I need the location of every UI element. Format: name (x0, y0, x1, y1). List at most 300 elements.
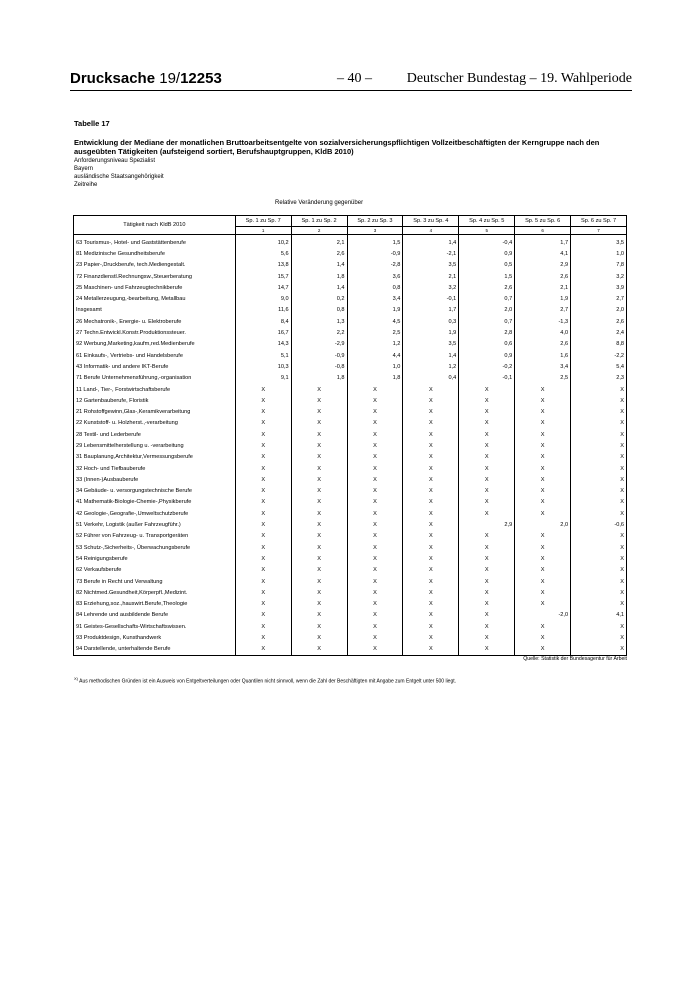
value-cell: X (459, 644, 515, 656)
value-cell: X (571, 508, 627, 519)
value-cell: X (347, 542, 403, 553)
value-cell: 8,4 (235, 316, 291, 327)
table-row (74, 474, 627, 485)
value-cell: X (291, 406, 347, 417)
value-cell: X (291, 440, 347, 451)
occupation-label: 72 Finanzdienstl.Rechnungsw.,Steuerberatung (74, 271, 236, 282)
value-cell: X (291, 599, 347, 610)
table-row (74, 395, 627, 406)
value-cell: X (403, 508, 459, 519)
value-cell: X (235, 497, 291, 508)
table-row (74, 553, 627, 564)
value-cell: 1,5 (347, 235, 403, 249)
value-cell: 0,5 (459, 260, 515, 271)
table-title: Tabelle 17 (74, 119, 110, 128)
value-cell: X (459, 395, 515, 406)
value-cell: -2,2 (571, 350, 627, 361)
value-cell: X (347, 463, 403, 474)
value-cell: X (515, 644, 571, 656)
table-row (74, 293, 627, 304)
value-cell: X (403, 486, 459, 497)
occupation-label: 11 Land-, Tier-, Forstwirtschaftsberufe (74, 384, 236, 395)
value-cell: 0,6 (459, 339, 515, 350)
value-cell: 3,4 (347, 293, 403, 304)
column-index: 6 (515, 227, 571, 235)
value-cell: X (347, 519, 403, 530)
value-cell: X (403, 531, 459, 542)
value-cell: 9,1 (235, 373, 291, 384)
occupation-label: 26 Mechatronik-, Energie- u. Elektroberufe (74, 316, 236, 327)
column-header: Sp. 6 zu Sp. 7 (571, 216, 627, 227)
value-cell: X (515, 406, 571, 417)
relative-change-header: Relative Veränderung gegenüber (275, 200, 364, 206)
value-cell: X (459, 418, 515, 429)
value-cell: X (515, 474, 571, 485)
value-cell: 3,9 (571, 282, 627, 293)
value-cell: X (403, 463, 459, 474)
table-row (74, 531, 627, 542)
value-cell: X (291, 452, 347, 463)
value-cell: X (235, 553, 291, 564)
value-cell: X (459, 429, 515, 440)
occupation-label: 84 Lehrende und ausbildende Berufe (74, 610, 236, 621)
occupation-label: 54 Reinigungsberufe (74, 553, 236, 564)
value-cell: X (347, 406, 403, 417)
value-cell: X (291, 519, 347, 530)
table-row (74, 316, 627, 327)
value-cell: X (291, 542, 347, 553)
value-cell: X (403, 406, 459, 417)
column-header: Sp. 1 zu Sp. 2 (291, 216, 347, 227)
value-cell: 11,6 (235, 305, 291, 316)
value-cell: 1,0 (571, 248, 627, 259)
value-cell: -0,4 (459, 235, 515, 249)
column-index: 1 (235, 227, 291, 235)
value-cell: X (571, 429, 627, 440)
value-cell: X (235, 395, 291, 406)
value-cell: X (515, 565, 571, 576)
table-body (74, 235, 627, 656)
value-cell: 2,9 (515, 260, 571, 271)
value-cell: 2,1 (403, 271, 459, 282)
value-cell: 1,4 (403, 350, 459, 361)
value-cell: X (403, 474, 459, 485)
value-cell: X (235, 452, 291, 463)
value-cell: X (235, 599, 291, 610)
table-row (74, 406, 627, 417)
table-row (74, 508, 627, 519)
table-row (74, 486, 627, 497)
value-cell: X (235, 610, 291, 621)
value-cell: 2,5 (515, 373, 571, 384)
value-cell: X (459, 587, 515, 598)
meta-line: Anforderungsniveau Spezialist (74, 158, 156, 164)
value-cell: 2,8 (459, 327, 515, 338)
value-cell: 2,5 (347, 327, 403, 338)
value-cell: X (515, 429, 571, 440)
value-cell: X (571, 621, 627, 632)
footnote (74, 676, 456, 685)
occupation-label: 93 Produktdesign, Kunsthandwerk (74, 632, 236, 643)
value-cell: 5,4 (571, 361, 627, 372)
value-cell: 3,4 (515, 361, 571, 372)
value-cell: X (291, 474, 347, 485)
value-cell: X (571, 576, 627, 587)
table-row (74, 373, 627, 384)
value-cell: 3,2 (403, 282, 459, 293)
value-cell: X (235, 587, 291, 598)
value-cell: X (515, 463, 571, 474)
value-cell: X (571, 463, 627, 474)
occupation-label: 21 Rohstoffgewinn,Glas-,Keramikverarbeitung (74, 406, 236, 417)
value-cell: X (235, 418, 291, 429)
value-cell: X (459, 497, 515, 508)
value-cell: X (235, 632, 291, 643)
table-row (74, 339, 627, 350)
occupation-label: 82 Nichtmed.Gesundheit,Körperpfl.,Medizint. (74, 587, 236, 598)
value-cell: X (235, 519, 291, 530)
occupation-label: 91 Geistes-Gesellschafts-Wirtschaftswissen. (74, 621, 236, 632)
value-cell: X (571, 418, 627, 429)
value-cell: 0,3 (403, 316, 459, 327)
value-cell: X (291, 463, 347, 474)
value-cell: X (235, 486, 291, 497)
column-header: Sp. 3 zu Sp. 4 (403, 216, 459, 227)
value-cell: X (235, 463, 291, 474)
value-cell: X (515, 576, 571, 587)
value-cell: 1,2 (403, 361, 459, 372)
value-cell: X (235, 474, 291, 485)
value-cell: 2,3 (571, 373, 627, 384)
value-cell: 4,0 (515, 327, 571, 338)
value-cell: 5,1 (235, 350, 291, 361)
document-number: Drucksache 19/12253 (70, 70, 222, 87)
table-row (74, 418, 627, 429)
table-row (74, 632, 627, 643)
value-cell: X (347, 576, 403, 587)
value-cell: X (459, 508, 515, 519)
value-cell: 16,7 (235, 327, 291, 338)
value-cell: 1,8 (291, 373, 347, 384)
table-row (74, 497, 627, 508)
table-row (74, 327, 627, 338)
value-cell: X (403, 497, 459, 508)
value-cell: X (291, 418, 347, 429)
value-cell: X (235, 576, 291, 587)
value-cell: 4,5 (347, 316, 403, 327)
value-cell: 1,8 (291, 271, 347, 282)
value-cell: 4,1 (571, 610, 627, 621)
occupation-label: 81 Medizinische Gesundheitsberufe (74, 248, 236, 259)
meta-line: ausländische Staatsangehörigkeit (74, 174, 164, 180)
table-row (74, 576, 627, 587)
value-cell: X (515, 418, 571, 429)
table-row (74, 361, 627, 372)
value-cell: X (403, 644, 459, 656)
meta-line: Zeitreihe (74, 182, 98, 188)
table-row (74, 565, 627, 576)
meta-line: Bayern (74, 166, 94, 172)
occupation-label: 83 Erziehung,soz.,hauswirt.Berufe,Theologie (74, 599, 236, 610)
value-cell: X (515, 452, 571, 463)
value-cell: X (403, 599, 459, 610)
table-row (74, 599, 627, 610)
value-cell: X (291, 610, 347, 621)
value-cell: X (459, 486, 515, 497)
value-cell: X (235, 384, 291, 395)
value-cell: X (515, 497, 571, 508)
value-cell: X (515, 508, 571, 519)
value-cell: 3,6 (347, 271, 403, 282)
table-row (74, 542, 627, 553)
value-cell: X (291, 576, 347, 587)
value-cell: X (347, 621, 403, 632)
value-cell: 1,3 (291, 316, 347, 327)
value-cell: X (235, 508, 291, 519)
value-cell: 1,9 (515, 293, 571, 304)
value-cell: -0,6 (571, 519, 627, 530)
value-cell: X (347, 587, 403, 598)
value-cell: X (459, 632, 515, 643)
table-row (74, 452, 627, 463)
value-cell: X (347, 508, 403, 519)
value-cell: X (571, 553, 627, 564)
value-cell: 1,4 (403, 235, 459, 249)
value-cell: X (291, 384, 347, 395)
value-cell: 9,0 (235, 293, 291, 304)
value-cell: X (571, 486, 627, 497)
value-cell: 2,1 (515, 282, 571, 293)
value-cell: X (459, 542, 515, 553)
value-cell: X (235, 531, 291, 542)
value-cell: 4,4 (347, 350, 403, 361)
value-cell: -0,2 (459, 361, 515, 372)
value-cell: X (515, 587, 571, 598)
occupation-label: 62 Verkaufsberufe (74, 565, 236, 576)
column-header: Sp. 5 zu Sp. 6 (515, 216, 571, 227)
column-index: 7 (571, 227, 627, 235)
table-row (74, 610, 627, 621)
value-cell: X (403, 519, 459, 530)
value-cell: X (347, 429, 403, 440)
value-cell: X (571, 497, 627, 508)
column-header: Sp. 1 zu Sp. 7 (235, 216, 291, 227)
value-cell: X (235, 621, 291, 632)
value-cell: X (459, 440, 515, 451)
value-cell: X (347, 486, 403, 497)
occupation-label: 28 Textil- und Lederberufe (74, 429, 236, 440)
value-cell: 13,8 (235, 260, 291, 271)
value-cell: X (291, 565, 347, 576)
value-cell: X (571, 440, 627, 451)
value-cell: X (403, 610, 459, 621)
occupation-label: 29 Lebensmittelherstellung u. -verarbeitung (74, 440, 236, 451)
footnote-marker: X) (74, 676, 78, 681)
column-header: Sp. 4 zu Sp. 5 (459, 216, 515, 227)
value-cell: 2,6 (515, 271, 571, 282)
value-cell: -2,1 (403, 248, 459, 259)
value-cell: X (459, 565, 515, 576)
value-cell: 2,4 (571, 327, 627, 338)
value-cell: X (235, 406, 291, 417)
value-cell: -0,9 (347, 248, 403, 259)
value-cell: X (291, 587, 347, 598)
value-cell: X (347, 553, 403, 564)
table-row (74, 248, 627, 259)
occupation-label: 43 Informatik- und andere IKT-Berufe (74, 361, 236, 372)
value-cell: X (571, 531, 627, 542)
value-cell: 0,7 (459, 293, 515, 304)
value-cell: X (459, 474, 515, 485)
value-cell: X (291, 644, 347, 656)
occupation-label: 24 Metallerzeugung,-bearbeitung, Metallbau (74, 293, 236, 304)
value-cell: 14,3 (235, 339, 291, 350)
value-cell: X (515, 384, 571, 395)
value-cell: 1,7 (403, 305, 459, 316)
value-cell: 14,7 (235, 282, 291, 293)
occupation-label: 71 Berufe Unternehmensführung,-organisation (74, 373, 236, 384)
value-cell: X (403, 418, 459, 429)
value-cell: X (403, 565, 459, 576)
value-cell: X (347, 644, 403, 656)
occupation-label: 73 Berufe in Recht und Verwaltung (74, 576, 236, 587)
value-cell: X (403, 621, 459, 632)
column-index: 3 (347, 227, 403, 235)
value-cell: -1,3 (515, 316, 571, 327)
value-cell: X (459, 610, 515, 621)
value-cell: X (459, 621, 515, 632)
table-row (74, 282, 627, 293)
occupation-label: Insgesamt (74, 305, 236, 316)
value-cell: 1,4 (291, 260, 347, 271)
value-cell: 2,0 (515, 519, 571, 530)
column-header: Sp. 2 zu Sp. 3 (347, 216, 403, 227)
table-row (74, 350, 627, 361)
value-cell: X (515, 599, 571, 610)
column-index: 5 (459, 227, 515, 235)
value-cell: X (347, 474, 403, 485)
value-cell: X (291, 429, 347, 440)
value-cell: X (571, 599, 627, 610)
value-cell: X (459, 463, 515, 474)
value-cell: X (235, 644, 291, 656)
occupation-label: 34 Gebäude- u. versorgungstechnische Berufe (74, 486, 236, 497)
value-cell: 2,1 (291, 235, 347, 249)
value-cell: 1,9 (403, 327, 459, 338)
value-cell: X (571, 587, 627, 598)
page-header (70, 68, 632, 91)
value-cell: X (291, 508, 347, 519)
value-cell: 4,1 (515, 248, 571, 259)
table-row (74, 384, 627, 395)
value-cell: X (403, 553, 459, 564)
value-cell: X (459, 384, 515, 395)
value-cell: X (459, 531, 515, 542)
value-cell: 2,7 (571, 293, 627, 304)
occupation-label: 22 Kunststoff- u. Holzherst.,-verarbeitung (74, 418, 236, 429)
value-cell: 2,7 (515, 305, 571, 316)
value-cell: -0,9 (291, 350, 347, 361)
data-table (73, 215, 627, 656)
value-cell: X (571, 395, 627, 406)
value-cell: 2,9 (459, 519, 515, 530)
value-cell: X (403, 395, 459, 406)
value-cell: -2,9 (291, 339, 347, 350)
occupation-label: 41 Mathematik-Biologie-Chemie-,Physikberufe (74, 497, 236, 508)
value-cell: X (347, 497, 403, 508)
occupation-label: 51 Verkehr, Logistik (außer Fahrzeugführ.) (74, 519, 236, 530)
value-cell: X (571, 452, 627, 463)
value-cell: X (235, 429, 291, 440)
value-cell: 10,3 (235, 361, 291, 372)
value-cell: 2,0 (459, 305, 515, 316)
value-cell: 1,4 (291, 282, 347, 293)
value-cell: X (571, 474, 627, 485)
value-cell: 15,7 (235, 271, 291, 282)
value-cell: 2,6 (571, 316, 627, 327)
value-cell: X (347, 418, 403, 429)
value-cell: X (515, 542, 571, 553)
occupation-label: 92 Werbung,Marketing,kaufm,red.Medienberufe (74, 339, 236, 350)
value-cell: X (571, 542, 627, 553)
value-cell: X (571, 384, 627, 395)
value-cell: -0,1 (403, 293, 459, 304)
row-header: Tätigkeit nach KldB 2010 (74, 216, 236, 235)
value-cell: 3,5 (571, 235, 627, 249)
occupation-label: 27 Techn.Entwickl.Konstr.Produktionssteuer. (74, 327, 236, 338)
page-number: – 40 – (337, 71, 372, 86)
value-cell: 8,8 (571, 339, 627, 350)
value-cell: X (347, 531, 403, 542)
value-cell: X (459, 599, 515, 610)
value-cell: X (403, 452, 459, 463)
value-cell: X (571, 406, 627, 417)
value-cell: X (347, 452, 403, 463)
value-cell: 1,2 (347, 339, 403, 350)
occupation-label: 42 Geologie-,Geografie-,Umweltschutzberufe (74, 508, 236, 519)
occupation-label: 52 Führer von Fahrzeug- u. Transportgeräten (74, 531, 236, 542)
value-cell: X (347, 395, 403, 406)
table-row (74, 271, 627, 282)
column-index: 4 (403, 227, 459, 235)
occupation-label: 23 Papier-,Druckberufe, tech.Mediengestalt. (74, 260, 236, 271)
value-cell: 0,8 (291, 305, 347, 316)
value-cell: X (347, 384, 403, 395)
value-cell: X (459, 452, 515, 463)
value-cell: 5,6 (235, 248, 291, 259)
value-cell: X (515, 632, 571, 643)
table-row (74, 587, 627, 598)
occupation-label: 25 Maschinen- und Fahrzeugtechnikberufe (74, 282, 236, 293)
table-meta (74, 157, 164, 189)
value-cell: 2,6 (291, 248, 347, 259)
value-cell: X (571, 565, 627, 576)
occupation-label: 33 (Innen-)Ausbauberufe (74, 474, 236, 485)
value-cell: X (235, 440, 291, 451)
table-row (74, 463, 627, 474)
value-cell: X (235, 542, 291, 553)
occupation-label: 31 Bauplanung,Architektur,Vermessungsberufe (74, 452, 236, 463)
value-cell: 1,9 (347, 305, 403, 316)
value-cell: X (347, 565, 403, 576)
value-cell: X (459, 553, 515, 564)
value-cell: X (235, 565, 291, 576)
value-cell: 3,5 (403, 260, 459, 271)
value-cell: X (515, 440, 571, 451)
value-cell: 1,5 (459, 271, 515, 282)
value-cell: X (459, 406, 515, 417)
value-cell: X (291, 632, 347, 643)
